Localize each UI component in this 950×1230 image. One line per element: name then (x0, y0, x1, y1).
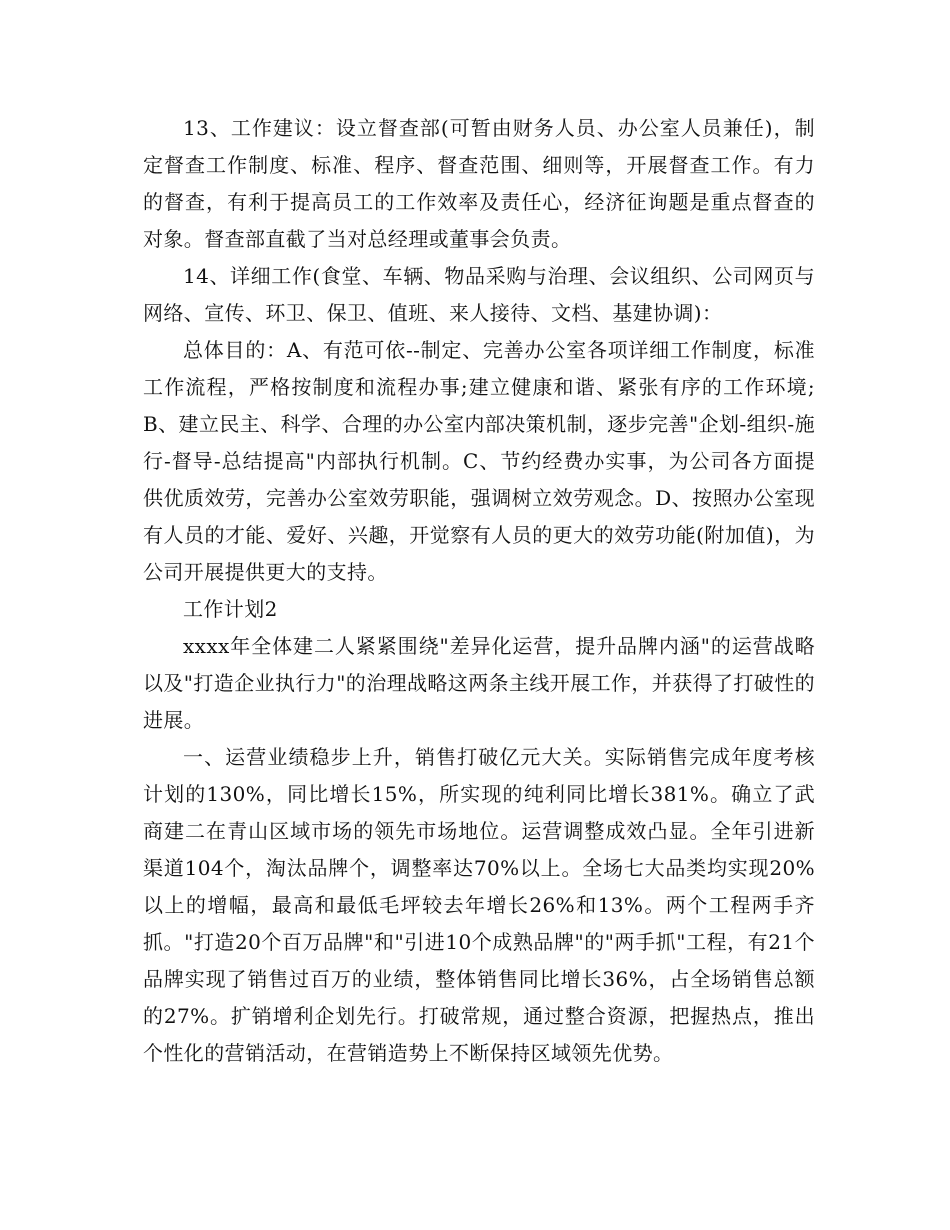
section-heading-work-plan-2: 工作计划2 (183, 597, 278, 621)
paragraph-operating-results: 一、运营业绩稳步上升，销售打破亿元大关。实际销售完成年度考核计划的130%，同比增长15%，所实现的纯利同比增长381%。确立了武商建二在青山区域市场的领先市场地位。运营调整成效凸显。全年引进新渠道104个，淘汰品牌个，调整率达70%以上。全场七大品类均实现20%以上的增幅，最高和最低毛坪较去年增长26%和13%。两个工程两手齐抓。"打造20个百万品牌"和"引进10个成熟品牌"的"两手抓"工程，有21个品牌实现了销售过百万的业绩，整体销售同比增长36%，占全场销售总额的27%。扩销增利企划先行。打破常规，通过整合资源，把握热点，推出个性化的营销活动，在营销造势上不断保持区域领先优势。 (143, 745, 815, 1065)
paragraph-overall-goal: 总体目的：A、有范可依--制定、完善办公室各项详细工作制度，标准工作流程，严格按制度和流程办事;建立健康和谐、紧张有序的工作环境;B、建立民主、科学、合理的办公室内部决策机制，逐步完善"企划-组织-施行-督导-总结提高"内部执行机制。C、节约经费办实事，为公司各方面提供优质效劳，完善办公室效劳职能，强调树立效劳观念。D、按照办公室现有人员的才能、爱好、兴趣，开觉察有人员的更大的效劳功能(附加值)，为公司开展提供更大的支持。 (143, 338, 815, 584)
paragraph-detailed-work: 14、详细工作(食堂、车辆、物品采购与治理、会议组织、公司网页与网络、宣传、环卫、保卫、值班、来人接待、文档、基建协调)： (143, 264, 815, 325)
paragraph-work-suggestion: 13、工作建议：设立督查部(可暂由财务人员、办公室人员兼任)，制定督查工作制度、标准、程序、督查范围、细则等，开展督查工作。有力的督查，有利于提高员工的工作效率及责任心，经济征询题是重点督查的对象。督查部直截了当对总经理或董事会负责。 (143, 116, 815, 251)
document-body (143, 110, 815, 1072)
paragraph-annual-summary: xxxx年全体建二人紧紧围绕"差异化运营，提升品牌内涵"的运营战略以及"打造企业执行力"的治理战略这两条主线开展工作，并获得了打破性的进展。 (143, 634, 815, 732)
